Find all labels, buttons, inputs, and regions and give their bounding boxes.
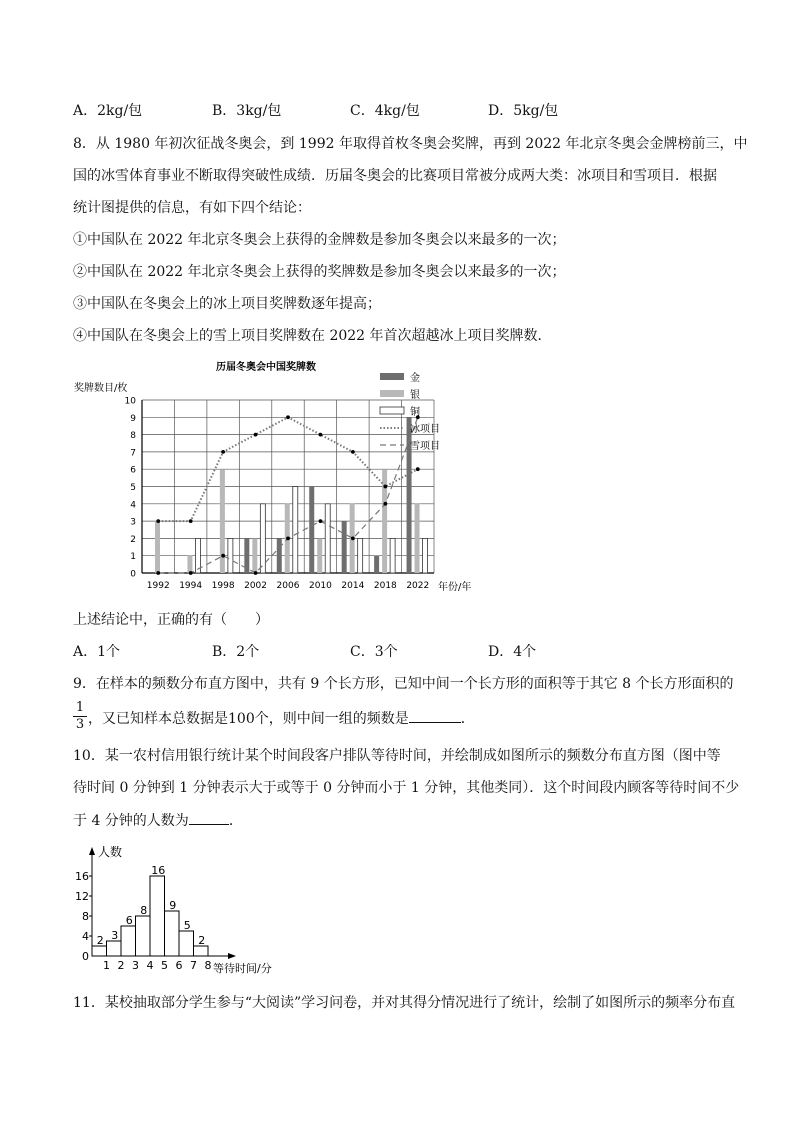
hist-bar (136, 916, 151, 956)
medal-chart-xtick: 2018 (373, 581, 397, 591)
hist-xtick: 5 (161, 959, 168, 972)
medal-legend-label-银: 银 (410, 390, 420, 401)
medal-bar-铜 (228, 538, 233, 573)
medal-chart-ytick: 3 (130, 517, 136, 528)
q9-line-2-text: ，又已知样本总数据是100个，则中间一组的频数是 (88, 711, 409, 727)
medal-bar-金 (277, 538, 282, 573)
hist-bar (179, 931, 194, 956)
medal-chart-xtick: 2006 (276, 581, 300, 591)
medal-chart-ytick: 7 (130, 448, 136, 459)
q11-line-1: 11．某校抽取部分学生参与“大阅读”学习问卷，并对其得分情况进行了统计，绘制了如图所示的频率分布直 (73, 995, 736, 1011)
medal-point-冰项目 (351, 450, 355, 454)
hist-bar (150, 876, 165, 956)
medal-chart-ytick: 4 (130, 500, 136, 511)
medal-bar-铜 (358, 538, 363, 573)
hist-ytick: 8 (82, 910, 89, 923)
hist-ylabel: 人数 (98, 845, 123, 859)
hist-bar-label: 2 (96, 934, 104, 947)
medal-chart-ytick: 1 (130, 552, 136, 563)
medal-point-冰项目 (156, 519, 160, 523)
medal-bar-银 (317, 538, 322, 573)
medal-point-雪项目 (189, 571, 193, 575)
medal-legend-label-雪项目: 雪项目 (410, 441, 440, 452)
medal-point-雪项目 (319, 519, 323, 523)
q9-fraction-numerator: 1 (73, 700, 87, 717)
medal-point-冰项目 (319, 433, 323, 437)
medal-point-冰项目 (383, 485, 387, 489)
hist-bar-label: 3 (111, 929, 119, 942)
q9-end: ． (460, 711, 475, 727)
hist-ytick: 16 (75, 870, 89, 883)
hist-x-arrow-icon (228, 953, 236, 959)
medal-bar-金 (309, 487, 314, 574)
q7-option-d: D．5kg/包 (488, 103, 559, 119)
medal-bar-银 (187, 556, 192, 573)
medal-legend-label-铜: 铜 (410, 407, 420, 418)
hist-xtick: 3 (132, 959, 139, 972)
medal-bar-银 (155, 521, 160, 573)
hist-xtick: 2 (117, 959, 125, 972)
medal-chart-ytick: 9 (130, 413, 136, 424)
medal-bar-铜 (325, 504, 330, 573)
q8-option-b: B．2个 (212, 644, 260, 660)
hist-xtick: 1 (103, 959, 110, 972)
medal-chart-xtick: 1994 (179, 581, 203, 591)
medal-chart (70, 355, 472, 595)
hist-ytick: 0 (82, 950, 89, 963)
q9-line-2 (88, 708, 475, 729)
medal-bar-铜 (423, 538, 428, 573)
hist-bar-label: 5 (183, 919, 191, 932)
medal-legend-swatch-银 (380, 390, 404, 397)
hist-xtick: 6 (175, 959, 183, 972)
hist-bar (107, 941, 122, 956)
q8-conclusion-4: ④中国队在冬奥会上的雪上项目奖牌数在 2022 年首次超越冰上项目奖牌数． (73, 328, 552, 344)
hist-ytick: 12 (75, 890, 89, 903)
hist-xtick: 8 (204, 959, 212, 972)
medal-chart-xtick: 2022 (406, 581, 430, 591)
q8-conclusion-1: ①中国队在 2022 年北京冬奥会上获得的金牌数是参加冬奥会以来最多的一次； (73, 232, 566, 248)
medal-chart-xlabel: 年份/年 (438, 582, 472, 593)
medal-bar-金 (342, 521, 347, 573)
q10-line-1: 10．某一农村信用银行统计某个时间段客户排队等待时间，并绘制成如图所示的频数分布直方图（图中等 (73, 748, 721, 764)
hist-bar (165, 911, 180, 956)
medal-bar-铜 (293, 487, 298, 574)
medal-chart-ytick: 2 (130, 534, 136, 545)
medal-point-冰项目 (286, 415, 290, 419)
medal-bar-铜 (260, 504, 265, 573)
hist-bar (121, 926, 136, 956)
q10-line-3-text: 于 4 分钟的人数为 (73, 813, 189, 829)
q8-stem-line-1: 8．从 1980 年初次征战冬奥会，到 1992 年取得首枚冬奥会奖牌，再到 2022 年北京冬奥会金牌榜前三，中 (73, 136, 748, 152)
q9-fraction-denominator: 3 (75, 717, 85, 732)
medal-chart-xtick: 2002 (244, 581, 268, 591)
hist-xtick: 7 (190, 959, 197, 972)
medal-chart-ytick: 10 (124, 396, 136, 407)
hist-bar (194, 946, 209, 956)
q7-option-c: C．4kg/包 (350, 103, 420, 119)
q8-conclusion-2: ②中国队在 2022 年北京冬奥会上获得的奖牌数是参加冬奥会以来最多的一次； (73, 264, 566, 280)
q7-option-b: B．3kg/包 (212, 103, 282, 119)
medal-chart-xtick: 1992 (146, 581, 170, 591)
medal-chart-ytick: 5 (130, 483, 136, 493)
q10-line-2: 待时间 0 分钟到 1 分钟表示大于或等于 0 分钟而小于 1 分钟，其他类同）．这个时间段内顾客等待时间不少 (73, 780, 740, 796)
hist-xtick: 4 (146, 959, 154, 972)
q8-option-a: A．1个 (73, 644, 121, 660)
hist-xlabel: 等待时间/分 (213, 962, 272, 975)
q9-fraction (73, 700, 87, 733)
medal-legend-swatch-金 (380, 373, 404, 380)
hist-y-arrow-icon (89, 847, 95, 855)
medal-point-冰项目 (416, 467, 420, 471)
medal-legend-swatch-铜 (380, 407, 404, 414)
q8-conclusion-3: ③中国队在冬奥会上的冰上项目奖牌数逐年提高； (73, 296, 381, 312)
q9-line-1: 9．在样本的频数分布直方图中，共有 9 个长方形，已知中间一个长方形的面积等于其它 8 个长方形面积的 (73, 676, 734, 692)
q8-stem-line-2: 国的冰雪体育事业不断取得突破性成绩．历届冬奥会的比赛项目常被分成两大类：冰项目和雪项目．根据 (73, 168, 717, 184)
medal-point-雪项目 (221, 554, 225, 558)
medal-point-雪项目 (351, 537, 355, 541)
medal-point-雪项目 (286, 537, 290, 541)
medal-point-雪项目 (383, 502, 387, 506)
medal-chart-ytick: 8 (130, 431, 136, 442)
q7-option-a: A．2kg/包 (73, 103, 143, 119)
hist-bar-label: 8 (140, 904, 148, 917)
hist-bar-label: 2 (198, 934, 206, 947)
hist-bar-label: 16 (151, 864, 166, 877)
medal-point-冰项目 (254, 433, 258, 437)
q8-stem-line-3: 统计图提供的信息，有如下四个结论： (73, 200, 311, 216)
medal-chart-ytick: 6 (130, 465, 136, 476)
q10-answer-blank[interactable] (189, 810, 229, 825)
q8-option-d: D．4个 (488, 644, 537, 660)
medal-legend-label-金: 金 (410, 373, 420, 384)
medal-bar-金 (374, 556, 379, 573)
q8-option-c: C．3个 (350, 644, 398, 660)
hist-bar-label: 6 (125, 914, 133, 927)
medal-bar-银 (415, 504, 420, 573)
medal-point-雪项目 (254, 571, 258, 575)
medal-point-冰项目 (189, 519, 193, 523)
medal-chart-xtick: 2014 (341, 581, 365, 591)
q10-end: ． (228, 813, 243, 829)
medal-chart-ylabel: 奖牌数目/枚 (74, 383, 128, 394)
hist-bar (92, 946, 107, 956)
medal-legend-label-冰项目: 冰项目 (410, 424, 440, 435)
medal-bar-铜 (390, 538, 395, 573)
medal-chart-title: 历届冬奥会中国奖牌数 (216, 362, 316, 373)
medal-bar-银 (252, 538, 257, 573)
q10-line-3 (73, 810, 243, 831)
medal-point-冰项目 (221, 450, 225, 454)
hist-bar-label: 9 (169, 899, 177, 912)
medal-point-雪项目 (156, 571, 160, 575)
medal-chart-xtick: 1998 (211, 581, 235, 591)
waiting-time-histogram (70, 838, 310, 978)
hist-ytick: 4 (82, 930, 89, 943)
q8-question: 上述结论中，正确的有（ ） (73, 612, 269, 628)
medal-chart-ytick: 0 (130, 569, 136, 580)
medal-chart-xtick: 2010 (308, 581, 332, 591)
q9-answer-blank[interactable] (409, 708, 461, 723)
